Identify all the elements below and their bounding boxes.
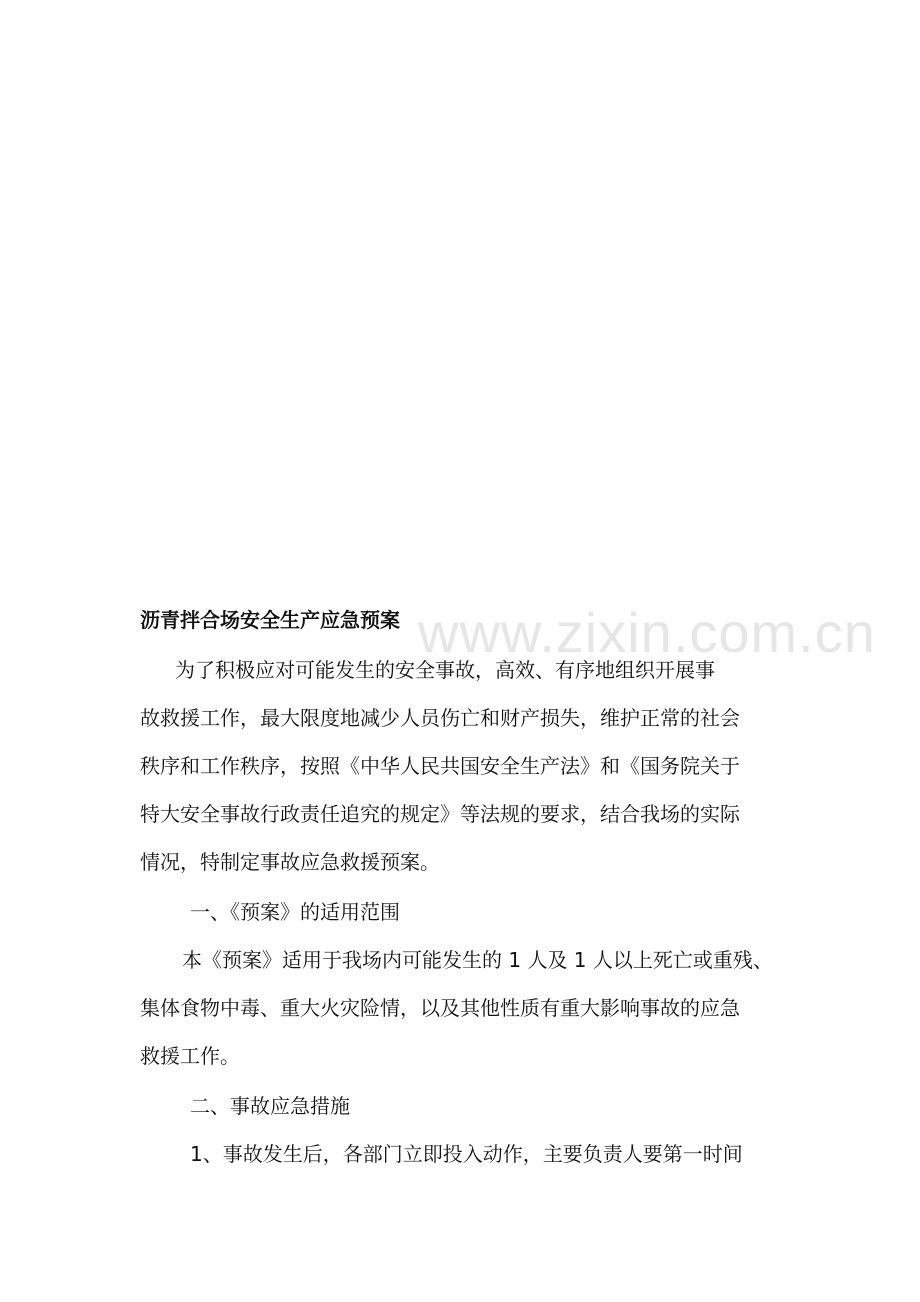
intro-line-1: 为了积极应对可能发生的安全事故，高效、有序地组织开展事 xyxy=(175,658,715,682)
intro-line-5: 情况，特制定事故应急救援预案。 xyxy=(140,850,440,874)
document-title: 沥青拌合场安全生产应急预案 xyxy=(140,608,400,632)
section-1-heading: 一、《预案》的适用范围 xyxy=(190,900,400,924)
intro-line-2: 故救援工作，最大限度地减少人员伤亡和财产损失，维护正常的社会 xyxy=(140,706,740,730)
section-2-heading: 二、事故应急措施 xyxy=(190,1094,350,1118)
intro-line-3: 秩序和工作秩序，按照《中华人民共国安全生产法》和《国务院关于 xyxy=(140,754,740,778)
watermark: www.zixin.com.cn xyxy=(418,601,876,664)
section-2-line-1: 1、事故发生后，各部门立即投入动作，主要负责人要第一时间 xyxy=(190,1142,743,1166)
section-1-line-3: 救援工作。 xyxy=(140,1044,240,1068)
section-1-line-1: 本《预案》适用于我场内可能发生的 1 人及 1 人以上死亡或重残、 xyxy=(182,948,773,972)
intro-line-4: 特大安全事故行政责任追究的规定》等法规的要求，结合我场的实际 xyxy=(140,802,740,826)
section-1-line-2: 集体食物中毒、重大火灾险情，以及其他性质有重大影响事故的应急 xyxy=(140,996,740,1020)
